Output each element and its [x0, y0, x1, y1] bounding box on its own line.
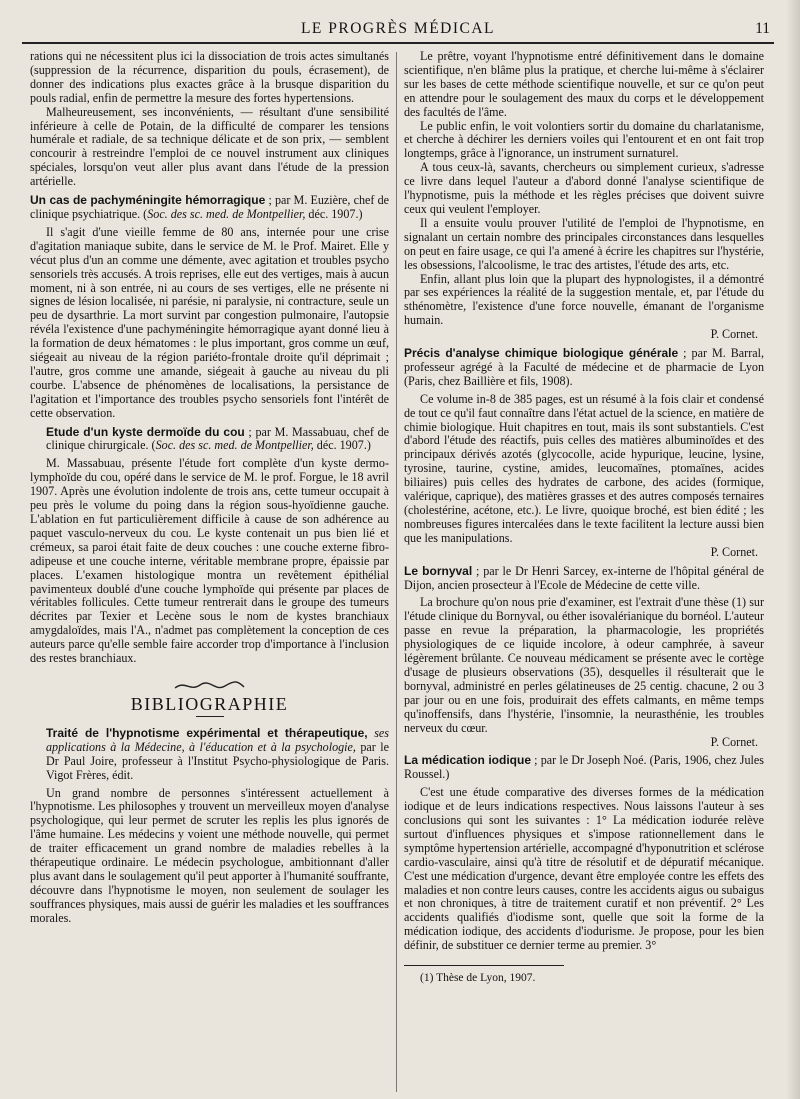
article-title: Le bornyval — [404, 563, 473, 578]
signature: P. Cornet. — [710, 327, 758, 342]
page-edge-shadow — [786, 0, 800, 1099]
article-reference: ; par M. Barral, professeur agrégé à la Faculté de médecine et de pharmacie de Lyon (Paris, chez Baillière et fils, 1908). — [404, 346, 764, 388]
article-subtitle: ses applications à la Médecine, à l'éducation et à la psychologie, — [46, 725, 389, 754]
signature: P. Cornet. — [710, 544, 758, 559]
continued-paragraph: Malheureusement, ses inconvénients, — résultant d'une sensibilité inférieure à celle de Potain, de la difficulté de comparer les tensions humérale et radiale, de sa technique délicate et de son prix, — semblent concourir à restreindre l'emploi de ce nouvel instrument aux cliniques spéciales, lorsqu'on veut aller plus avant dans l'étude de la pression artérielle. — [30, 104, 389, 189]
column-divider — [396, 52, 397, 1092]
left-column — [30, 50, 389, 1090]
footnote-rule — [404, 965, 564, 966]
article-paragraph: Un grand nombre de personnes s'intéressent actuellement à l'hypnotisme. Les philosophes y trouvent un merveilleux moyen d'analyse psychologique, qui leur permet de scruter les replis les plus ignorés de l'âme humaine. Les médecins y voient une méthode nouvelle, qui permet de traiter efficacement un grand nombre de maladies rebelles à la thérapeutique ordinaire. Le médecin psychologue, ambitionnant d'aller plus avant dans le soulagement qu'il peut apporter à l'humanité souffrante, découvre dans l'hypnotisme le moyen, non seulement de soulager les souffrances physiques, mais aussi de guérir les maladies et les souffrances morales. — [30, 785, 389, 925]
article-title: Etude d'un kyste dermoïde du cou — [46, 424, 245, 439]
article-reference: déc. 1907.) — [313, 438, 371, 453]
article-reference: ; par le Dr Joseph Noé. (Paris, 1906, chez Jules Roussel.) — [404, 753, 764, 782]
article-reference: ; par le Dr Henri Sarcey, ex-interne de l'hôpital général de Dijon, ancien prosecteur à l'Ecole de Médecine de cette ville. — [404, 563, 764, 592]
article-heading — [30, 426, 389, 454]
article-paragraph: Le public enfin, le voit volontiers sortir du domaine du charlatanisme, et cherche à déchirer les derniers voiles qui l'entourent et en ont fait trop longtemps, grâce à l'ignorance, un instrument surnaturel. — [404, 118, 764, 161]
article-reference: déc. 1907.) — [305, 206, 363, 221]
article-heading — [30, 194, 389, 222]
ornament-divider — [30, 676, 389, 696]
article-title: Précis d'analyse chimique biologique générale — [404, 346, 679, 361]
right-column — [404, 50, 764, 1090]
article-title: Traité de l'hypnotisme expérimental et thérapeutique, — [46, 725, 368, 740]
article-heading — [30, 727, 389, 783]
article-heading — [404, 754, 764, 782]
article-paragraph: La brochure qu'on nous prie d'examiner, est l'extrait d'une thèse (1) sur l'étude clinique du Bornyval, ou éther isovalérianique du bornéol. L'auteur passe en revue la préparation, la pharmacologie, les propriétés physiologiques de ce liquide incolore, à odeur camphrée, à saveur légèrement brûlante. Ce nouveau médicament se présente avec le cortège d'usage de plusieurs observations (35), desquelles il résulterait que le bornyval, administré en perles gélatineuses de 25 centig. chacune, 2 ou 3 par jour ou en une fois, produirait des effets calmants, en même temps qu'inoffensifs, dans l'hystérie, l'insomnie, la neurasthénie, les troubles nerveux du cœur. — [404, 595, 764, 735]
article-paragraph: Ce volume in-8 de 385 pages, est un résumé à la fois clair et condensé de tout ce qu'il faut connaître dans l'état actuel de la science, en matière de chimie biologique. Huit chapitres en tout, mais ils sont substantiels. C'est d'abord l'étude des réactifs, puis celles des matières albuminoïdes et des principaux dérivés azotés (glycocolle, acide hypurique, leucine, lysine, tyrosine, taurine, cystine, amides, leucomaïnes, ptomaïnes, acides biliaires) puis celles des hydrates de carbone, des acides (formique, valérique, caprique), des matières grasses et des autres composés ternaires (cholestérine, acétone, etc.). Le livre, quoique broché, est bien édité ; les nombreuses figures intercalées dans le texte facilitent la lecture aussi bien que les manipulations. — [404, 391, 764, 545]
article-title: La médication iodique — [404, 753, 531, 768]
page-number: 11 — [755, 20, 770, 37]
article-heading — [404, 565, 764, 593]
article-paragraph: Enfin, allant plus loin que la plupart des hypnologistes, il a démontré par ses expériences la réalité de la suggestion mentale, et, par l'étude du sthénomètre, l'existence d'une force nouvelle, émanant de l'organisme humain. — [404, 271, 764, 328]
page-header — [22, 18, 774, 44]
section-heading: BIBLIOGRAPHIE — [130, 693, 289, 714]
article-paragraph: Le prêtre, voyant l'hypnotisme entré définitivement dans le domaine scientifique, n'en blâme plus la pratique, et cherche lui-même à s'éclairer sur les bases de cette méthode scientifique nouvelle, et sur ce qu'on peut en attendre pour le soulagement des maux du corps et le développement des facultés de l'âme. — [404, 50, 764, 119]
article-paragraph: A tous ceux-là, savants, chercheurs ou simplement curieux, s'adresse ce livre dans lequel l'auteur a d'abord donné l'analyse scientifique de l'hypnotisme, puis la méthode et les règles précises que doivent suivre ceux qui veulent l'employer. — [404, 160, 764, 216]
continued-paragraph: rations qui ne nécessitent plus ici la dissociation de trois actes simultanés (suppression de la récurrence, disparition du pouls, écrasement), de donner des indications plus exactes grâce à la brusque disparition du pouls radial, enfin de permettre la mesure des fortes hypertensions. — [30, 50, 389, 105]
article-title: Un cas de pachyméningite hémorragique — [30, 193, 266, 208]
article-paragraph: M. Massabuau, présente l'étude fort complète d'un kyste dermo-lymphoïde du cou, opéré dans le service de M. le prof. Forgue, le 18 avril 1907. Après une évolution indolente de trois ans, cette tumeur occupait à peu près le volume du poing dans la région sous-hyoïdienne gauche. L'ablation en fut particulièrement difficile à cause de son adhérence au paquet vasculo-nerveux du cou. Le kyste contenait un pus bien lié et crémeux, sa paroi était faite de deux couches : une couche externe fibro-adipeuse et une couche interne, véritable membrane propre, épaissie par places. L'examen histologique montra un revêtement épithélial pavimenteux doublé d'une couche lymphoïde qui présente par places de véritables follicules. Cette tumeur rentrerait dans le groupe des tumeurs décrites par Texier et Lecène sous le nom de kystes branchiaux amygdaloïdes, mais l'A., n'admet pas complètement la conception de ces auteurs parce qu'elle semble faire accorder trop d'importance à l'inclusion des restes branchiaux. — [30, 456, 389, 666]
signature: P. Cornet. — [710, 734, 758, 749]
article-reference-source: Soc. des sc. med. de Montpellier, — [147, 206, 306, 221]
article-reference-source: Soc. des sc. med. de Montpellier, — [155, 438, 314, 453]
article-paragraph: Il a ensuite voulu prouver l'utilité de l'emploi de l'hypnotisme, en signalant un certain nombre des principales circonstances dans lesquelles on peut en faire usage, ce qui l'a amené à écrire les chapitres sur l'hystérie, les obsessions, l'alcoolisme, le trac des artistes, l'étude des arts, etc. — [404, 215, 764, 272]
footnote: (1) Thèse de Lyon, 1907. — [420, 972, 536, 985]
journal-title: LE PROGRÈS MÉDICAL — [300, 20, 496, 37]
article-heading — [404, 347, 764, 389]
article-reference: par le Dr Paul Joire, professeur à l'Institut Psycho-physiologique de Paris. Vigot Frères, édit. — [46, 739, 389, 782]
section-rule — [196, 716, 224, 717]
article-reference: ; par M. Euzière, chef de clinique psychiatrique. ( — [30, 193, 389, 221]
article-paragraph: Il s'agit d'une vieille femme de 80 ans, internée pour une crise d'agitation maniaque subite, dans le service de M. le Prof. Mairet. Elle y vécut plus d'un an comme une démente, avec agitation et troubles psycho sensoriels très accusés. A trois reprises, elle eut des vertiges, mais à aucun moment, ni à son entrée, ni au cours de ses vertiges, elle ne présente ni signes de lésion localisée, ni parésie, ni paralysie, ni contracture, seule un peu de dysarthrie. La mort survint par congestion pulmonaire, l'autopsie révéla l'existence d'une pachyméningite hémorragique ayant donné lieu à la formation de deux hématomes : le plus important, gros comme un œuf, siégeait au niveau de la région pariéto-frontale droite qu'il déprimait ; l'autre, gros comme une amande, siégeait à gauche au niveau du pli courbe. L'absence de phénomènes de localisations, la persistance de l'agitation et l'importance des troubles psycho sensoriels font l'intérêt de cette observation. — [30, 224, 389, 420]
article-paragraph: C'est une étude comparative des diverses formes de la médication iodique et de leurs indications respectives. Nous laissons l'auteur à ses conclusions qui sont les suivantes : 1° La médication iodurée relève surtout d'influences physiques et s'impose rationnellement dans le symptôme hypertension artérielle, accompagné d'hyponutrition et sclérose cardio-vasculaire, ainsi qu'à titre de résolutif et de dépuratif mécanique. C'est une médication d'urgence, devant être employée contre les effets des maladies et non contre leurs causes, contre les accidents aigus ou subaigus et non chroniques, à titre de traitement curatif et non préventif. 2° Les accidents qualifiés d'iodisme sont, quelle que soit la forme de la médication iodique, des accidents d'iodurisme. Je propose, pour les bien définir, de substituer ce dernier terme au premier. 3° — [404, 785, 764, 953]
article-reference: ; par M. Massabuau, chef de clinique chirurgicale. ( — [46, 424, 389, 453]
